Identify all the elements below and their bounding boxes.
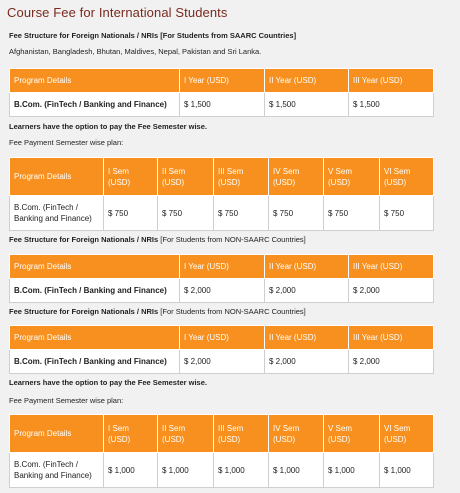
col-year-1: I Year (USD) <box>180 326 265 350</box>
non-saarc-heading-1 <box>9 235 306 244</box>
fee-cell: $ 1,000 <box>214 453 269 488</box>
col-program-details: Program Details <box>10 415 104 453</box>
col-program-details: Program Details <box>10 326 180 350</box>
fee-cell: $ 1,500 <box>349 93 434 117</box>
fee-cell: $ 1,000 <box>158 453 214 488</box>
saarc-heading-text: Fee Structure for Foreign Nationals / NRIs [For Students from SAARC Countries] <box>9 31 297 40</box>
table-header-row <box>10 326 434 350</box>
col-year-3: III Year (USD) <box>349 255 434 279</box>
program-name: B.Com. (FinTech / Banking and Finance) <box>10 350 180 374</box>
heading-rest-text: [For Students from NON-SAARC Countries] <box>158 307 306 316</box>
col-sem-4: IV Sem (USD) <box>269 415 324 453</box>
fee-cell: $ 750 <box>214 196 269 231</box>
col-sem-1: I Sem (USD) <box>104 158 158 196</box>
col-program-details: Program Details <box>10 255 180 279</box>
non-saarc-option-note <box>9 378 207 387</box>
fee-cell: $ 2,000 <box>265 350 349 374</box>
table-header-row <box>10 415 434 453</box>
saarc-countries: Afghanistan, Bangladesh, Bhutan, Maldives, Nepal, Pakistan and Sri Lanka. <box>9 47 262 56</box>
saarc-heading <box>9 31 296 40</box>
fee-cell: $ 750 <box>104 196 158 231</box>
fee-cell: $ 2,000 <box>180 350 265 374</box>
col-sem-3: III Sem (USD) <box>214 415 269 453</box>
fee-cell: $ 1,000 <box>324 453 380 488</box>
table-row <box>10 279 434 303</box>
table-header-row <box>10 69 434 93</box>
col-sem-6: VI Sem (USD) <box>380 415 434 453</box>
non-saarc-heading-2 <box>9 307 306 316</box>
table-row <box>10 93 434 117</box>
non-saarc-year-table-2 <box>9 325 434 374</box>
program-name: B.Com. (FinTech / Banking and Finance) <box>10 93 180 117</box>
col-year-2: II Year (USD) <box>265 69 349 93</box>
fee-cell: $ 2,000 <box>349 350 434 374</box>
table-header-row <box>10 158 434 196</box>
table-row <box>10 350 434 374</box>
col-sem-1: I Sem (USD) <box>104 415 158 453</box>
table-row <box>10 453 434 488</box>
option-note-text: Learners have the option to pay the Fee Semester wise. <box>9 378 207 387</box>
fee-cell: $ 750 <box>380 196 434 231</box>
col-sem-5: V Sem (USD) <box>324 415 380 453</box>
fee-cell: $ 1,500 <box>265 93 349 117</box>
col-program-details: Program Details <box>10 158 104 196</box>
col-sem-4: IV Sem (USD) <box>269 158 324 196</box>
fee-cell: $ 1,000 <box>104 453 158 488</box>
col-sem-2: II Sem (USD) <box>158 415 214 453</box>
saarc-option-note <box>9 122 207 131</box>
fee-cell: $ 1,000 <box>269 453 324 488</box>
heading-bold-text: Fee Structure for Foreign Nationals / NRIs <box>9 235 159 244</box>
fee-cell: $ 1,500 <box>180 93 265 117</box>
fee-cell: $ 750 <box>158 196 214 231</box>
non-saarc-sem-table <box>9 414 434 488</box>
saarc-plan-label: Fee Payment Semester wise plan: <box>9 138 124 147</box>
heading-rest-text: [For Students from NON-SAARC Countries] <box>158 235 306 244</box>
saarc-sem-table <box>9 157 434 231</box>
col-year-2: II Year (USD) <box>265 326 349 350</box>
table-header-row <box>10 255 434 279</box>
col-sem-2: II Sem (USD) <box>158 158 214 196</box>
fee-cell: $ 2,000 <box>180 279 265 303</box>
col-sem-6: VI Sem (USD) <box>380 158 434 196</box>
fee-cell: $ 2,000 <box>349 279 434 303</box>
program-name: B.Com. (FinTech / Banking and Finance) <box>10 279 180 303</box>
fee-cell: $ 1,000 <box>380 453 434 488</box>
col-year-3: III Year (USD) <box>349 69 434 93</box>
table-row <box>10 196 434 231</box>
col-sem-3: III Sem (USD) <box>214 158 269 196</box>
program-name: B.Com. (FinTech / Banking and Finance) <box>10 453 104 488</box>
fee-cell: $ 750 <box>269 196 324 231</box>
fee-cell: $ 750 <box>324 196 380 231</box>
col-program-details: Program Details <box>10 69 180 93</box>
col-sem-5: V Sem (USD) <box>324 158 380 196</box>
col-year-1: I Year (USD) <box>180 255 265 279</box>
col-year-2: II Year (USD) <box>265 255 349 279</box>
non-saarc-year-table-1 <box>9 254 434 303</box>
program-name: B.Com. (FinTech / Banking and Finance) <box>10 196 104 231</box>
col-year-1: I Year (USD) <box>180 69 265 93</box>
option-note-text: Learners have the option to pay the Fee Semester wise. <box>9 122 207 131</box>
non-saarc-plan-label: Fee Payment Semester wise plan: <box>9 396 124 405</box>
fee-cell: $ 2,000 <box>265 279 349 303</box>
page-title: Course Fee for International Students <box>7 5 228 20</box>
saarc-year-table <box>9 68 434 117</box>
col-year-3: III Year (USD) <box>349 326 434 350</box>
heading-bold-text: Fee Structure for Foreign Nationals / NRIs <box>9 307 159 316</box>
